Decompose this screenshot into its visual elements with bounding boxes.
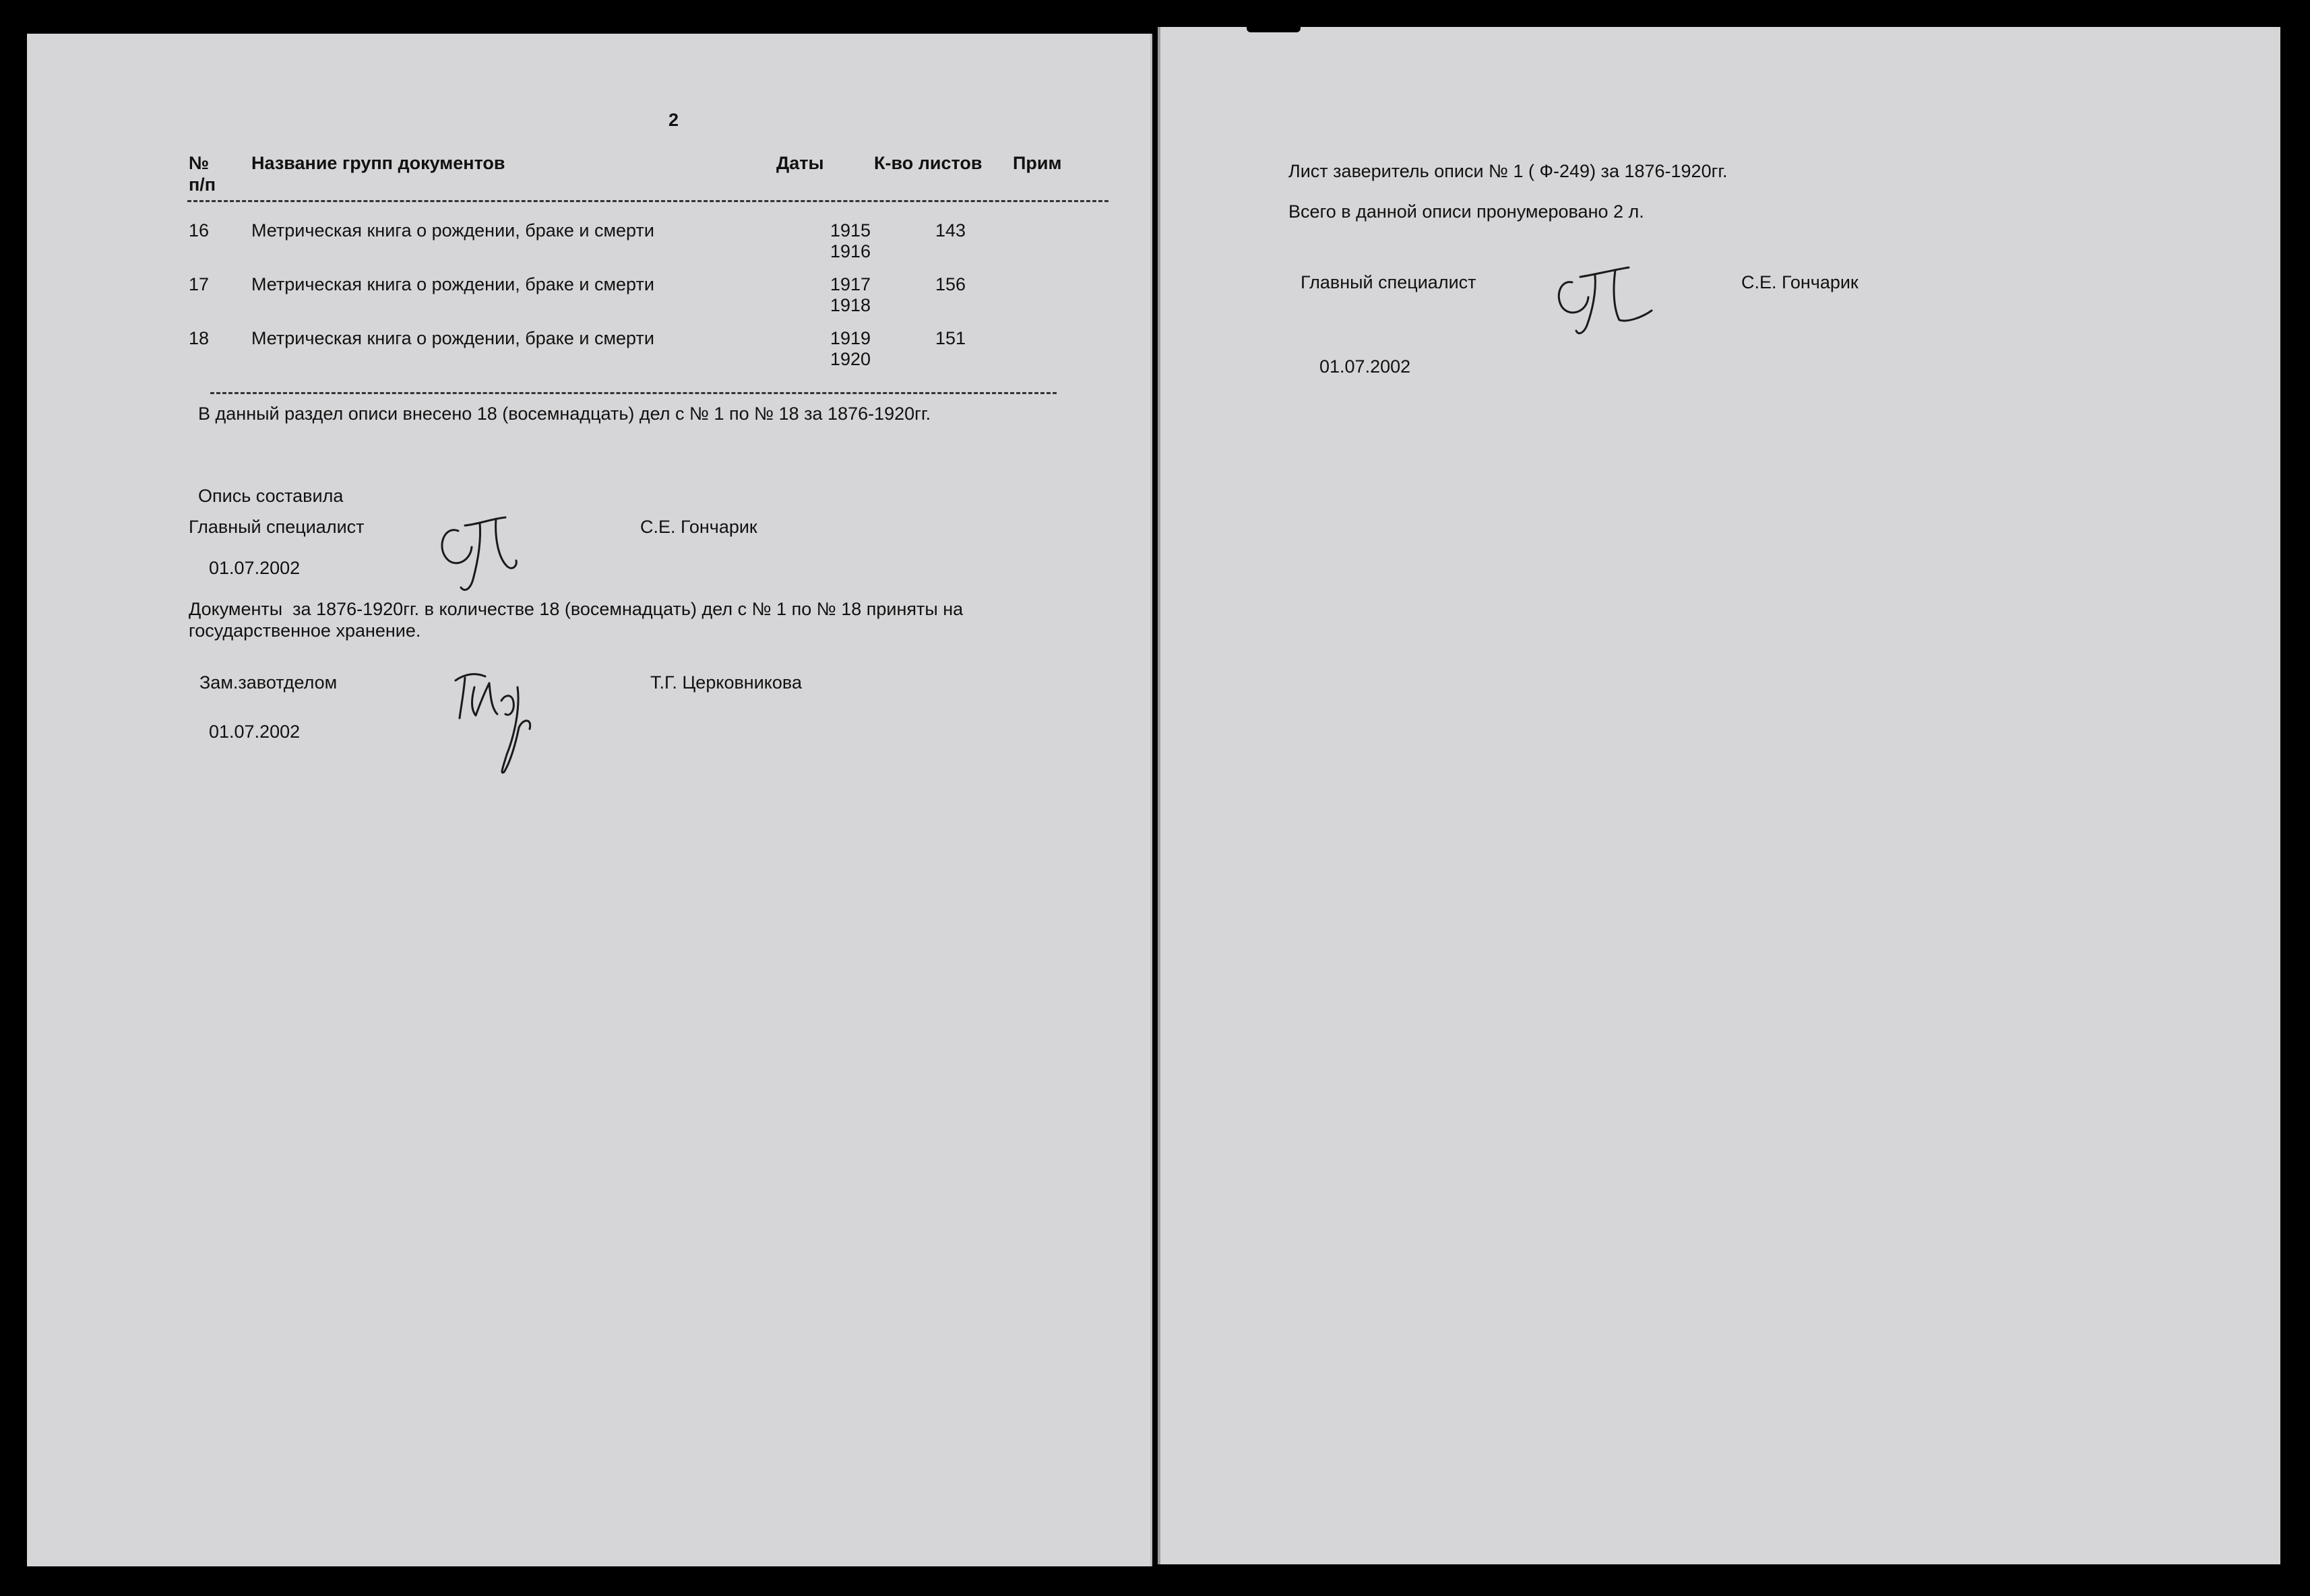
header-divider [187, 200, 1109, 202]
scan-notch [1247, 27, 1301, 32]
row-16-date-from: 1915 [830, 220, 871, 241]
row-16-sheets: 143 [935, 220, 966, 241]
signature-goncharik-left [431, 499, 539, 606]
compiled-by-name: С.Е. Гончарик [640, 517, 757, 537]
row-17-title: Метрическая книга о рождении, браке и смерти [251, 274, 654, 294]
header-title: Название групп документов [251, 153, 505, 173]
compiled-by-position: Главный специалист [189, 517, 365, 537]
header-num: № [189, 153, 210, 173]
row-18-date-from: 1919 [830, 328, 871, 348]
row-18-date-to: 1920 [830, 349, 871, 369]
right-page [1158, 27, 2280, 1564]
signature-tserkovnikova [445, 653, 580, 795]
header-num-sub: п/п [189, 174, 216, 195]
certificate-title: Лист заверитель описи № 1 ( Ф-249) за 1876-1920гг. [1288, 161, 1728, 181]
row-17-date-to: 1918 [830, 295, 871, 315]
header-dates: Даты [776, 153, 824, 173]
signer-date: 01.07.2002 [1319, 356, 1411, 377]
row-18-sheets: 151 [935, 328, 966, 348]
accepted-by-date: 01.07.2002 [209, 722, 301, 742]
signer-name: С.Е. Гончарик [1741, 272, 1859, 292]
row-18-num: 18 [189, 328, 210, 348]
row-16-title: Метрическая книга о рождении, браке и смерти [251, 220, 654, 241]
header-note: Прим [1013, 153, 1062, 173]
accepted-by-position: Зам.завотделом [199, 672, 338, 693]
row-16-num: 16 [189, 220, 210, 241]
compiled-by-date: 01.07.2002 [209, 558, 301, 578]
acceptance-line-1: Документы за 1876-1920гг. в количестве 18 (восемнадцать) дел с № 1 по № 18 приняты на [189, 599, 964, 619]
table-bottom-divider [210, 392, 1057, 394]
row-18-title: Метрическая книга о рождении, браке и смерти [251, 328, 654, 348]
summary-text: В данный раздел описи внесено 18 (восемнадцать) дел с № 1 по № 18 за 1876-1920гг. [198, 404, 931, 424]
row-17-num: 17 [189, 274, 210, 294]
row-17-sheets: 156 [935, 274, 966, 294]
row-16-date-to: 1916 [830, 241, 871, 261]
page-number: 2 [668, 110, 679, 130]
compiled-by-label: Опись составила [198, 486, 344, 506]
signer-position: Главный специалист [1301, 272, 1476, 292]
row-17-date-from: 1917 [830, 274, 871, 294]
total-sheets-line: Всего в данной описи пронумеровано 2 л. [1288, 201, 1644, 222]
header-sheets: К-во листов [874, 153, 982, 173]
accepted-by-name: Т.Г. Церковникова [650, 672, 802, 693]
left-page [27, 34, 1152, 1566]
signature-goncharik-right [1548, 253, 1669, 354]
acceptance-line-2: государственное хранение. [189, 620, 421, 641]
